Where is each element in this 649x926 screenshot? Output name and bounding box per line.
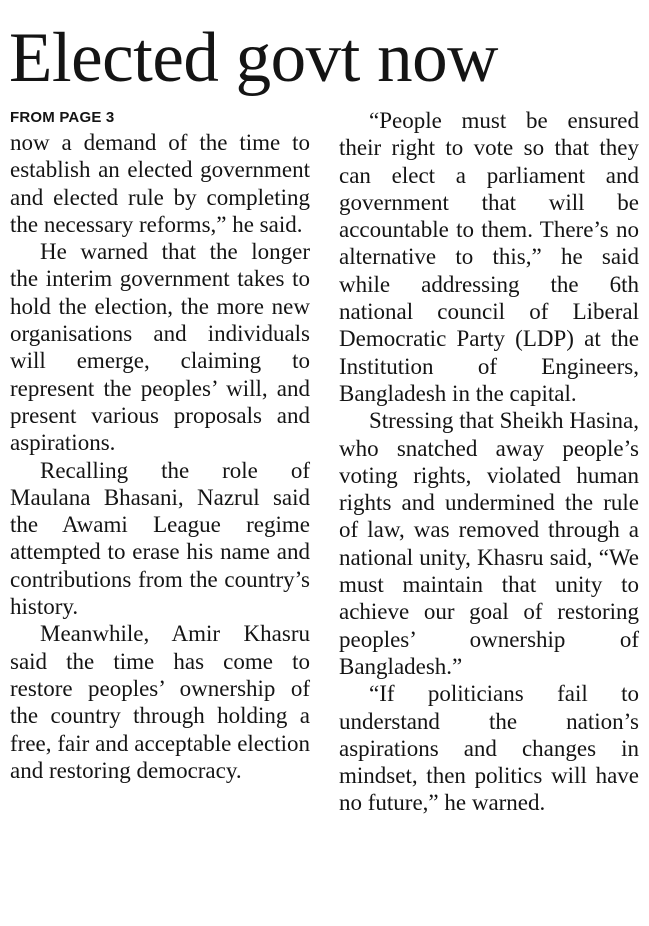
paragraph: “If politicians fail to understand the nation’s aspirations and changes in mindset, then politics will have no future,” he warned.	[339, 681, 639, 816]
paragraph: Meanwhile, Amir Khasru said the time has come to restore peoples’ ownership of the country through holding a free, fair and acceptable election and restoring democracy.	[10, 621, 310, 783]
article-column-left	[10, 107, 310, 784]
paragraph: now a demand of the time to establish an elected government and elected rule by completing the necessary reforms,” he said.	[10, 130, 310, 237]
paragraph: “People must be ensured their right to vote so that they can elect a parliament and government that will be accountable to them. There’s no alternative to this,” he said while addressing the 6th national council of Liberal Democratic Party (LDP) at the Institution of Engineers, Bangladesh in the capital.	[339, 108, 639, 406]
headline: Elected govt now	[9, 19, 498, 97]
paragraph: Stressing that Sheikh Hasina, who snatched away people’s voting rights, violated human rights and undermined the rule of law, was removed through a national unity, Khasru said, “We must maintain that unity to achieve our goal of restoring peoples’ ownership of Bangladesh.”	[339, 408, 639, 679]
paragraph: Recalling the role of Maulana Bhasani, Nazrul said the Awami League regime attempted to erase his name and contributions from the country’s history.	[10, 457, 310, 620]
continuation-kicker: FROM PAGE 3	[10, 109, 115, 126]
article-column-right	[339, 107, 639, 817]
paragraph: He warned that the longer the interim government takes to hold the election, the more new organisations and individuals will emerge, claiming to represent the peoples’ will, and present various proposals and aspirations.	[10, 239, 310, 456]
